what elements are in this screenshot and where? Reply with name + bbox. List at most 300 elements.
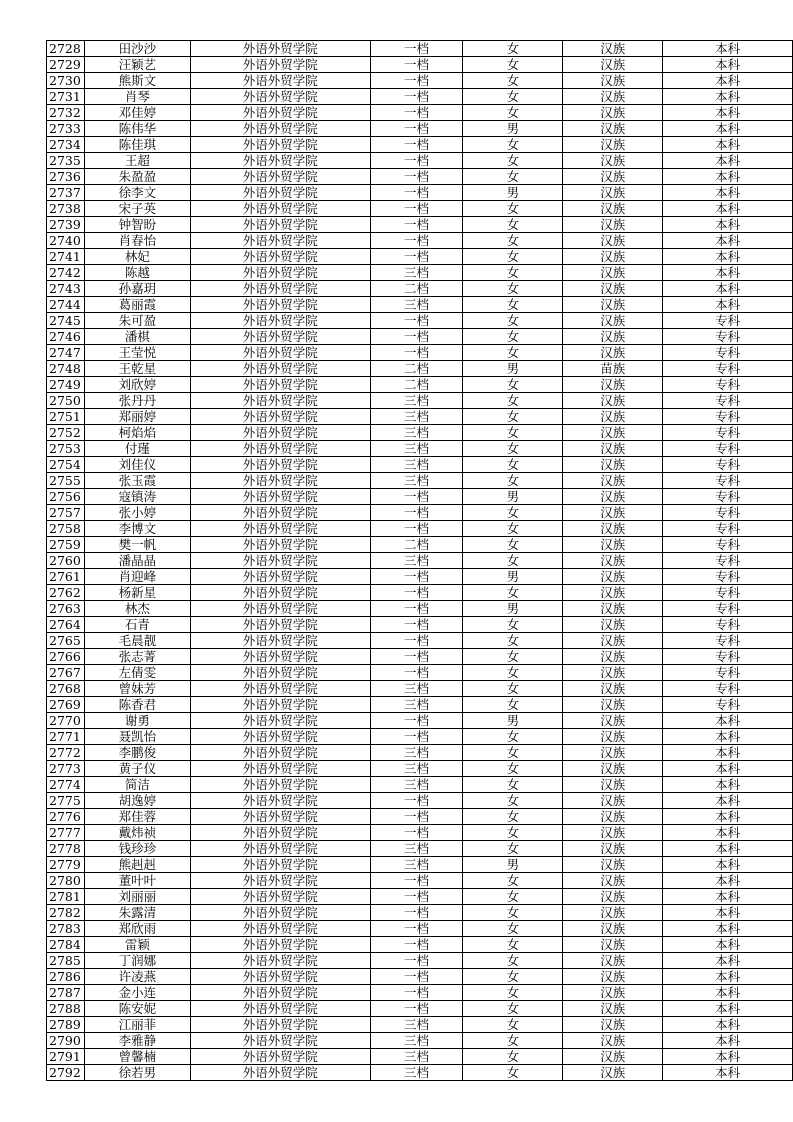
student-id-cell: 2754 bbox=[47, 457, 85, 473]
ethnicity-cell: 汉族 bbox=[563, 1049, 663, 1065]
name-cell: 田沙沙 bbox=[84, 41, 190, 57]
name-cell: 曾妹芳 bbox=[84, 681, 190, 697]
education-level-cell: 本科 bbox=[663, 953, 793, 969]
table-row bbox=[47, 441, 793, 457]
table-row bbox=[47, 665, 793, 681]
student-id-cell: 2783 bbox=[47, 921, 85, 937]
gender-cell: 女 bbox=[463, 137, 563, 153]
student-id-cell: 2770 bbox=[47, 713, 85, 729]
education-level-cell: 专科 bbox=[663, 473, 793, 489]
grade-level-cell: 一档 bbox=[370, 313, 463, 329]
name-cell: 钱珍珍 bbox=[84, 841, 190, 857]
education-level-cell: 本科 bbox=[663, 905, 793, 921]
student-id-cell: 2741 bbox=[47, 249, 85, 265]
table-row bbox=[47, 313, 793, 329]
education-level-cell: 专科 bbox=[663, 329, 793, 345]
name-cell: 王莹悦 bbox=[84, 345, 190, 361]
education-level-cell: 本科 bbox=[663, 249, 793, 265]
education-level-cell: 本科 bbox=[663, 233, 793, 249]
college-cell: 外语外贸学院 bbox=[190, 425, 370, 441]
student-id-cell: 2734 bbox=[47, 137, 85, 153]
name-cell: 樊一帆 bbox=[84, 537, 190, 553]
grade-level-cell: 二档 bbox=[370, 537, 463, 553]
grade-level-cell: 一档 bbox=[370, 633, 463, 649]
name-cell: 陈越 bbox=[84, 265, 190, 281]
grade-level-cell: 三档 bbox=[370, 393, 463, 409]
gender-cell: 男 bbox=[463, 601, 563, 617]
college-cell: 外语外贸学院 bbox=[190, 793, 370, 809]
education-level-cell: 本科 bbox=[663, 217, 793, 233]
gender-cell: 女 bbox=[463, 665, 563, 681]
college-cell: 外语外贸学院 bbox=[190, 377, 370, 393]
name-cell: 雷颖 bbox=[84, 937, 190, 953]
college-cell: 外语外贸学院 bbox=[190, 217, 370, 233]
grade-level-cell: 三档 bbox=[370, 425, 463, 441]
ethnicity-cell: 汉族 bbox=[563, 297, 663, 313]
grade-level-cell: 三档 bbox=[370, 777, 463, 793]
name-cell: 李雅静 bbox=[84, 1033, 190, 1049]
college-cell: 外语外贸学院 bbox=[190, 777, 370, 793]
gender-cell: 女 bbox=[463, 809, 563, 825]
student-id-cell: 2777 bbox=[47, 825, 85, 841]
gender-cell: 女 bbox=[463, 1033, 563, 1049]
college-cell: 外语外贸学院 bbox=[190, 905, 370, 921]
gender-cell: 女 bbox=[463, 505, 563, 521]
grade-level-cell: 一档 bbox=[370, 665, 463, 681]
table-row bbox=[47, 729, 793, 745]
grade-level-cell: 一档 bbox=[370, 937, 463, 953]
table-row bbox=[47, 761, 793, 777]
college-cell: 外语外贸学院 bbox=[190, 969, 370, 985]
college-cell: 外语外贸学院 bbox=[190, 857, 370, 873]
student-id-cell: 2756 bbox=[47, 489, 85, 505]
college-cell: 外语外贸学院 bbox=[190, 57, 370, 73]
student-id-cell: 2779 bbox=[47, 857, 85, 873]
ethnicity-cell: 汉族 bbox=[563, 681, 663, 697]
grade-level-cell: 一档 bbox=[370, 505, 463, 521]
ethnicity-cell: 汉族 bbox=[563, 585, 663, 601]
name-cell: 石青 bbox=[84, 617, 190, 633]
student-id-cell: 2765 bbox=[47, 633, 85, 649]
college-cell: 外语外贸学院 bbox=[190, 409, 370, 425]
table-row bbox=[47, 937, 793, 953]
grade-level-cell: 三档 bbox=[370, 857, 463, 873]
ethnicity-cell: 汉族 bbox=[563, 345, 663, 361]
name-cell: 陈佳琪 bbox=[84, 137, 190, 153]
education-level-cell: 本科 bbox=[663, 873, 793, 889]
name-cell: 潘棋 bbox=[84, 329, 190, 345]
student-id-cell: 2733 bbox=[47, 121, 85, 137]
education-level-cell: 专科 bbox=[663, 665, 793, 681]
grade-level-cell: 三档 bbox=[370, 473, 463, 489]
grade-level-cell: 二档 bbox=[370, 361, 463, 377]
education-level-cell: 专科 bbox=[663, 425, 793, 441]
student-id-cell: 2769 bbox=[47, 697, 85, 713]
table-row bbox=[47, 825, 793, 841]
education-level-cell: 专科 bbox=[663, 505, 793, 521]
education-level-cell: 本科 bbox=[663, 105, 793, 121]
table-row bbox=[47, 89, 793, 105]
table-row bbox=[47, 505, 793, 521]
table-row bbox=[47, 473, 793, 489]
gender-cell: 女 bbox=[463, 233, 563, 249]
ethnicity-cell: 汉族 bbox=[563, 761, 663, 777]
grade-level-cell: 三档 bbox=[370, 681, 463, 697]
student-id-cell: 2735 bbox=[47, 153, 85, 169]
student-id-cell: 2790 bbox=[47, 1033, 85, 1049]
college-cell: 外语外贸学院 bbox=[190, 89, 370, 105]
gender-cell: 女 bbox=[463, 57, 563, 73]
table-row bbox=[47, 489, 793, 505]
name-cell: 张小婷 bbox=[84, 505, 190, 521]
college-cell: 外语外贸学院 bbox=[190, 841, 370, 857]
table-row bbox=[47, 793, 793, 809]
ethnicity-cell: 汉族 bbox=[563, 1017, 663, 1033]
ethnicity-cell: 汉族 bbox=[563, 617, 663, 633]
table-row bbox=[47, 649, 793, 665]
grade-level-cell: 三档 bbox=[370, 841, 463, 857]
ethnicity-cell: 汉族 bbox=[563, 649, 663, 665]
student-id-cell: 2766 bbox=[47, 649, 85, 665]
name-cell: 徐若男 bbox=[84, 1065, 190, 1081]
table-row bbox=[47, 841, 793, 857]
college-cell: 外语外贸学院 bbox=[190, 873, 370, 889]
gender-cell: 女 bbox=[463, 249, 563, 265]
education-level-cell: 本科 bbox=[663, 1017, 793, 1033]
table-row bbox=[47, 1065, 793, 1081]
college-cell: 外语外贸学院 bbox=[190, 345, 370, 361]
table-row bbox=[47, 777, 793, 793]
table-row bbox=[47, 345, 793, 361]
student-id-cell: 2745 bbox=[47, 313, 85, 329]
name-cell: 杨新星 bbox=[84, 585, 190, 601]
name-cell: 戴炜祯 bbox=[84, 825, 190, 841]
ethnicity-cell: 汉族 bbox=[563, 153, 663, 169]
ethnicity-cell: 汉族 bbox=[563, 697, 663, 713]
college-cell: 外语外贸学院 bbox=[190, 569, 370, 585]
gender-cell: 女 bbox=[463, 697, 563, 713]
college-cell: 外语外贸学院 bbox=[190, 297, 370, 313]
education-level-cell: 本科 bbox=[663, 1033, 793, 1049]
college-cell: 外语外贸学院 bbox=[190, 889, 370, 905]
student-id-cell: 2789 bbox=[47, 1017, 85, 1033]
college-cell: 外语外贸学院 bbox=[190, 761, 370, 777]
grade-level-cell: 一档 bbox=[370, 905, 463, 921]
name-cell: 熊斯文 bbox=[84, 73, 190, 89]
education-level-cell: 本科 bbox=[663, 937, 793, 953]
table-row bbox=[47, 953, 793, 969]
name-cell: 林妃 bbox=[84, 249, 190, 265]
table-row bbox=[47, 905, 793, 921]
name-cell: 柯焰焰 bbox=[84, 425, 190, 441]
name-cell: 肖琴 bbox=[84, 89, 190, 105]
student-id-cell: 2782 bbox=[47, 905, 85, 921]
ethnicity-cell: 汉族 bbox=[563, 729, 663, 745]
education-level-cell: 本科 bbox=[663, 1065, 793, 1081]
grade-level-cell: 三档 bbox=[370, 697, 463, 713]
ethnicity-cell: 汉族 bbox=[563, 873, 663, 889]
student-id-cell: 2784 bbox=[47, 937, 85, 953]
name-cell: 肖春怡 bbox=[84, 233, 190, 249]
table-row bbox=[47, 201, 793, 217]
gender-cell: 男 bbox=[463, 121, 563, 137]
ethnicity-cell: 汉族 bbox=[563, 521, 663, 537]
ethnicity-cell: 汉族 bbox=[563, 377, 663, 393]
student-id-cell: 2740 bbox=[47, 233, 85, 249]
college-cell: 外语外贸学院 bbox=[190, 169, 370, 185]
education-level-cell: 专科 bbox=[663, 521, 793, 537]
student-id-cell: 2731 bbox=[47, 89, 85, 105]
college-cell: 外语外贸学院 bbox=[190, 809, 370, 825]
grade-level-cell: 二档 bbox=[370, 281, 463, 297]
gender-cell: 女 bbox=[463, 761, 563, 777]
education-level-cell: 专科 bbox=[663, 457, 793, 473]
college-cell: 外语外贸学院 bbox=[190, 553, 370, 569]
student-id-cell: 2776 bbox=[47, 809, 85, 825]
grade-level-cell: 一档 bbox=[370, 985, 463, 1001]
name-cell: 张丹丹 bbox=[84, 393, 190, 409]
college-cell: 外语外贸学院 bbox=[190, 713, 370, 729]
grade-level-cell: 一档 bbox=[370, 729, 463, 745]
gender-cell: 女 bbox=[463, 345, 563, 361]
table-row bbox=[47, 985, 793, 1001]
grade-level-cell: 一档 bbox=[370, 969, 463, 985]
education-level-cell: 本科 bbox=[663, 841, 793, 857]
college-cell: 外语外贸学院 bbox=[190, 393, 370, 409]
education-level-cell: 专科 bbox=[663, 441, 793, 457]
gender-cell: 女 bbox=[463, 649, 563, 665]
grade-level-cell: 一档 bbox=[370, 921, 463, 937]
gender-cell: 女 bbox=[463, 521, 563, 537]
name-cell: 朱可盈 bbox=[84, 313, 190, 329]
education-level-cell: 专科 bbox=[663, 553, 793, 569]
college-cell: 外语外贸学院 bbox=[190, 265, 370, 281]
college-cell: 外语外贸学院 bbox=[190, 153, 370, 169]
education-level-cell: 本科 bbox=[663, 921, 793, 937]
name-cell: 郑丽婷 bbox=[84, 409, 190, 425]
name-cell: 孙嘉玥 bbox=[84, 281, 190, 297]
grade-level-cell: 一档 bbox=[370, 201, 463, 217]
college-cell: 外语外贸学院 bbox=[190, 953, 370, 969]
education-level-cell: 本科 bbox=[663, 73, 793, 89]
table-row bbox=[47, 233, 793, 249]
gender-cell: 女 bbox=[463, 329, 563, 345]
student-id-cell: 2730 bbox=[47, 73, 85, 89]
table-row bbox=[47, 633, 793, 649]
gender-cell: 男 bbox=[463, 569, 563, 585]
gender-cell: 女 bbox=[463, 937, 563, 953]
ethnicity-cell: 汉族 bbox=[563, 489, 663, 505]
table-row bbox=[47, 153, 793, 169]
student-id-cell: 2737 bbox=[47, 185, 85, 201]
student-id-cell: 2791 bbox=[47, 1049, 85, 1065]
table-row bbox=[47, 809, 793, 825]
ethnicity-cell: 汉族 bbox=[563, 425, 663, 441]
ethnicity-cell: 汉族 bbox=[563, 505, 663, 521]
table-row bbox=[47, 873, 793, 889]
grade-level-cell: 一档 bbox=[370, 105, 463, 121]
name-cell: 林杰 bbox=[84, 601, 190, 617]
student-id-cell: 2739 bbox=[47, 217, 85, 233]
student-id-cell: 2757 bbox=[47, 505, 85, 521]
college-cell: 外语外贸学院 bbox=[190, 185, 370, 201]
student-id-cell: 2774 bbox=[47, 777, 85, 793]
student-id-cell: 2780 bbox=[47, 873, 85, 889]
ethnicity-cell: 汉族 bbox=[563, 249, 663, 265]
ethnicity-cell: 汉族 bbox=[563, 553, 663, 569]
college-cell: 外语外贸学院 bbox=[190, 201, 370, 217]
student-id-cell: 2788 bbox=[47, 1001, 85, 1017]
name-cell: 聂凯怡 bbox=[84, 729, 190, 745]
gender-cell: 女 bbox=[463, 297, 563, 313]
grade-level-cell: 一档 bbox=[370, 329, 463, 345]
name-cell: 毛晨靓 bbox=[84, 633, 190, 649]
gender-cell: 女 bbox=[463, 377, 563, 393]
education-level-cell: 本科 bbox=[663, 281, 793, 297]
education-level-cell: 本科 bbox=[663, 57, 793, 73]
education-level-cell: 本科 bbox=[663, 201, 793, 217]
college-cell: 外语外贸学院 bbox=[190, 537, 370, 553]
student-id-cell: 2785 bbox=[47, 953, 85, 969]
education-level-cell: 专科 bbox=[663, 681, 793, 697]
name-cell: 江丽菲 bbox=[84, 1017, 190, 1033]
table-row bbox=[47, 569, 793, 585]
education-level-cell: 本科 bbox=[663, 985, 793, 1001]
grade-level-cell: 二档 bbox=[370, 377, 463, 393]
table-row bbox=[47, 121, 793, 137]
student-id-cell: 2773 bbox=[47, 761, 85, 777]
student-id-cell: 2747 bbox=[47, 345, 85, 361]
student-id-cell: 2751 bbox=[47, 409, 85, 425]
grade-level-cell: 三档 bbox=[370, 1065, 463, 1081]
student-id-cell: 2728 bbox=[47, 41, 85, 57]
gender-cell: 女 bbox=[463, 281, 563, 297]
college-cell: 外语外贸学院 bbox=[190, 665, 370, 681]
grade-level-cell: 一档 bbox=[370, 793, 463, 809]
table-row bbox=[47, 41, 793, 57]
gender-cell: 女 bbox=[463, 441, 563, 457]
name-cell: 宋子英 bbox=[84, 201, 190, 217]
table-row bbox=[47, 249, 793, 265]
gender-cell: 女 bbox=[463, 1049, 563, 1065]
ethnicity-cell: 汉族 bbox=[563, 185, 663, 201]
grade-level-cell: 三档 bbox=[370, 1049, 463, 1065]
table-row bbox=[47, 521, 793, 537]
education-level-cell: 本科 bbox=[663, 969, 793, 985]
gender-cell: 女 bbox=[463, 169, 563, 185]
name-cell: 李鹏俊 bbox=[84, 745, 190, 761]
ethnicity-cell: 汉族 bbox=[563, 969, 663, 985]
table-row bbox=[47, 393, 793, 409]
gender-cell: 女 bbox=[463, 633, 563, 649]
education-level-cell: 专科 bbox=[663, 313, 793, 329]
grade-level-cell: 一档 bbox=[370, 489, 463, 505]
gender-cell: 女 bbox=[463, 153, 563, 169]
table-row bbox=[47, 697, 793, 713]
gender-cell: 女 bbox=[463, 921, 563, 937]
ethnicity-cell: 汉族 bbox=[563, 89, 663, 105]
college-cell: 外语外贸学院 bbox=[190, 985, 370, 1001]
education-level-cell: 本科 bbox=[663, 121, 793, 137]
education-level-cell: 本科 bbox=[663, 793, 793, 809]
education-level-cell: 专科 bbox=[663, 409, 793, 425]
student-id-cell: 2749 bbox=[47, 377, 85, 393]
table-row bbox=[47, 457, 793, 473]
table-row bbox=[47, 377, 793, 393]
table-row bbox=[47, 681, 793, 697]
table-row bbox=[47, 361, 793, 377]
grade-level-cell: 一档 bbox=[370, 585, 463, 601]
name-cell: 王乾星 bbox=[84, 361, 190, 377]
student-id-cell: 2753 bbox=[47, 441, 85, 457]
name-cell: 徐李文 bbox=[84, 185, 190, 201]
education-level-cell: 专科 bbox=[663, 393, 793, 409]
table-row bbox=[47, 857, 793, 873]
gender-cell: 女 bbox=[463, 265, 563, 281]
education-level-cell: 本科 bbox=[663, 153, 793, 169]
grade-level-cell: 一档 bbox=[370, 569, 463, 585]
grade-level-cell: 三档 bbox=[370, 297, 463, 313]
ethnicity-cell: 汉族 bbox=[563, 921, 663, 937]
table-row bbox=[47, 185, 793, 201]
grade-level-cell: 一档 bbox=[370, 137, 463, 153]
gender-cell: 女 bbox=[463, 217, 563, 233]
student-id-cell: 2792 bbox=[47, 1065, 85, 1081]
grade-level-cell: 一档 bbox=[370, 57, 463, 73]
ethnicity-cell: 汉族 bbox=[563, 217, 663, 233]
table-row bbox=[47, 281, 793, 297]
name-cell: 汪颖艺 bbox=[84, 57, 190, 73]
name-cell: 张玉霞 bbox=[84, 473, 190, 489]
college-cell: 外语外贸学院 bbox=[190, 73, 370, 89]
student-id-cell: 2762 bbox=[47, 585, 85, 601]
student-id-cell: 2771 bbox=[47, 729, 85, 745]
college-cell: 外语外贸学院 bbox=[190, 921, 370, 937]
table-row bbox=[47, 969, 793, 985]
student-id-cell: 2767 bbox=[47, 665, 85, 681]
student-id-cell: 2772 bbox=[47, 745, 85, 761]
grade-level-cell: 一档 bbox=[370, 825, 463, 841]
grade-level-cell: 一档 bbox=[370, 345, 463, 361]
ethnicity-cell: 汉族 bbox=[563, 601, 663, 617]
table-row bbox=[47, 713, 793, 729]
ethnicity-cell: 汉族 bbox=[563, 809, 663, 825]
gender-cell: 男 bbox=[463, 185, 563, 201]
student-table bbox=[46, 40, 793, 1081]
grade-level-cell: 一档 bbox=[370, 153, 463, 169]
table-row bbox=[47, 617, 793, 633]
grade-level-cell: 一档 bbox=[370, 953, 463, 969]
student-id-cell: 2752 bbox=[47, 425, 85, 441]
education-level-cell: 本科 bbox=[663, 1049, 793, 1065]
grade-level-cell: 一档 bbox=[370, 249, 463, 265]
student-id-cell: 2781 bbox=[47, 889, 85, 905]
table-row bbox=[47, 217, 793, 233]
ethnicity-cell: 汉族 bbox=[563, 841, 663, 857]
gender-cell: 女 bbox=[463, 1065, 563, 1081]
gender-cell: 女 bbox=[463, 953, 563, 969]
grade-level-cell: 一档 bbox=[370, 521, 463, 537]
education-level-cell: 专科 bbox=[663, 649, 793, 665]
college-cell: 外语外贸学院 bbox=[190, 585, 370, 601]
grade-level-cell: 一档 bbox=[370, 217, 463, 233]
ethnicity-cell: 汉族 bbox=[563, 169, 663, 185]
student-id-cell: 2732 bbox=[47, 105, 85, 121]
college-cell: 外语外贸学院 bbox=[190, 1065, 370, 1081]
gender-cell: 女 bbox=[463, 793, 563, 809]
gender-cell: 女 bbox=[463, 841, 563, 857]
college-cell: 外语外贸学院 bbox=[190, 521, 370, 537]
